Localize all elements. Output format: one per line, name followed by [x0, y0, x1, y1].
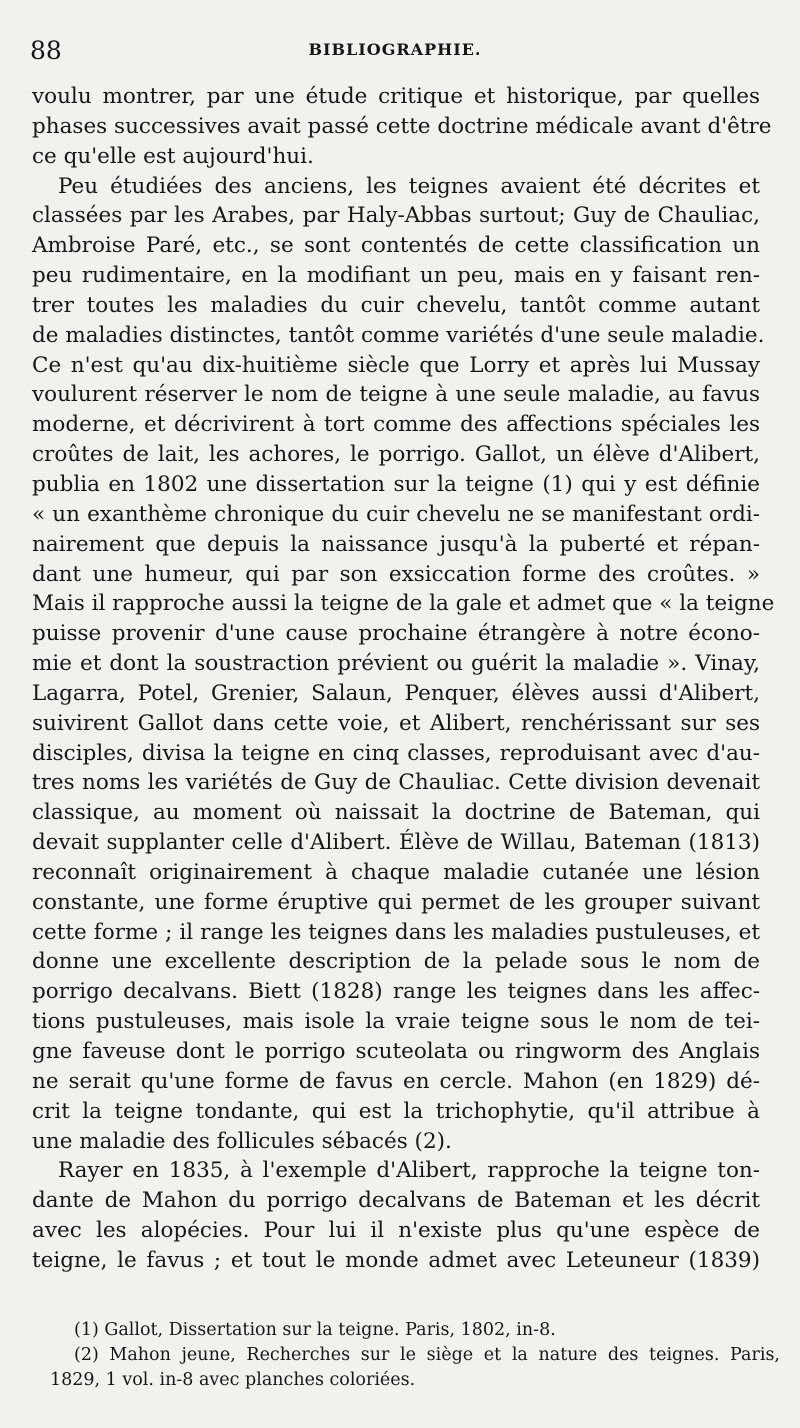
- text-line: Mais il rapproche aussi la teigne de la gale et admet que « la teigne: [32, 591, 775, 617]
- text-line: « un exanthème chronique du cuir chevelu ne se manifestant ordi-: [32, 501, 760, 527]
- text-line: cette forme ; il range les teignes dans les maladies pustuleuses, et: [32, 919, 760, 945]
- text-line: voulurent réserver le nom de teigne à une seule maladie, au favus: [32, 382, 760, 408]
- footnote-1: (1) Gallot, Dissertation sur la teigne. Paris, 1802, in-8.: [74, 1320, 556, 1340]
- text-line: publia en 1802 une dissertation sur la teigne (1) qui y est définie: [32, 471, 760, 497]
- text-line: suivirent Gallot dans cette voie, et Alibert, renchérissant sur ses: [32, 710, 760, 736]
- text-line: Ambroise Paré, etc., se sont contentés de cette classification un: [32, 233, 760, 259]
- text-line: dant une humeur, qui par son exsiccation forme des croûtes. »: [32, 561, 760, 587]
- text-line: voulu montrer, par une étude critique et historique, par quelles: [32, 84, 760, 109]
- running-head: BIBLIOGRAPHIE.: [308, 40, 482, 59]
- text-line: Lagarra, Potel, Grenier, Salaun, Penquer, élèves aussi d'Alibert,: [32, 680, 760, 706]
- text-line: crit la teigne tondante, qui est la trichophytie, qu'il attribue à: [32, 1098, 760, 1124]
- footnote-2: (2) Mahon jeune, Recherches sur le siège et la nature des teignes. Paris,: [74, 1345, 780, 1365]
- text-line: Rayer en 1835, à l'exemple d'Alibert, rapproche la teigne ton-: [58, 1158, 760, 1184]
- text-line: devait supplanter celle d'Alibert. Élève de Willau, Bateman (1813): [32, 830, 760, 856]
- text-line: porrigo decalvans. Biett (1828) range les teignes dans les affec-: [32, 979, 760, 1005]
- text-line: croûtes de lait, les achores, le porrigo. Gallot, un élève d'Alibert,: [32, 442, 760, 468]
- text-line: reconnaît originairement à chaque maladie cutanée une lésion: [32, 859, 760, 885]
- text-line: dante de Mahon du porrigo decalvans de Bateman et les décrit: [32, 1188, 760, 1214]
- text-line: Ce n'est qu'au dix-huitième siècle que Lorry et après lui Mussay: [32, 352, 760, 378]
- text-line: constante, une forme éruptive qui permet de les grouper suivant: [32, 889, 760, 915]
- footnotes: [50, 1318, 780, 1393]
- text-line: gne faveuse dont le porrigo scuteolata ou ringworm des Anglais: [32, 1039, 760, 1064]
- text-line: tres noms les variétés de Guy de Chauliac. Cette division devenait: [32, 770, 760, 796]
- text-line: classique, au moment où naissait la doctrine de Bateman, qui: [32, 800, 760, 826]
- text-line: moderne, et décrivirent à tort comme des affections spéciales les: [32, 412, 760, 438]
- text-line: une maladie des follicules sébacés (2).: [32, 1128, 452, 1154]
- text-line: peu rudimentaire, en la modifiant un peu, mais en y faisant ren-: [32, 263, 760, 289]
- text-line: nairement que depuis la naissance jusqu'à la puberté et répan-: [32, 531, 760, 557]
- paragraph: [32, 172, 775, 1157]
- text-line: phases successives avait passé cette doctrine médicale avant d'être: [32, 113, 772, 139]
- text-line: teigne, le favus ; et tout le monde admet avec Leteuneur (1839): [32, 1247, 760, 1273]
- page-header: [30, 36, 760, 70]
- text-line: avec les alopécies. Pour lui il n'existe plus qu'une espèce de: [32, 1218, 760, 1244]
- text-line: trer toutes les maladies du cuir chevelu, tantôt comme autant: [32, 292, 760, 318]
- body-text: [32, 82, 775, 1276]
- text-line: tions pustuleuses, mais isole la vraie teigne sous le nom de tei-: [32, 1009, 760, 1035]
- text-line: de maladies distinctes, tantôt comme variétés d'une seule maladie.: [32, 322, 765, 348]
- text-line: puisse provenir d'une cause prochaine étrangère à notre écono-: [32, 621, 760, 647]
- text-line: donne une excellente description de la pelade sous le nom de: [32, 949, 760, 975]
- text-line: Peu étudiées des anciens, les teignes avaient été décrites et: [58, 173, 760, 199]
- paragraph: [32, 1156, 760, 1275]
- text-line: classées par les Arabes, par Haly-Abbas surtout; Guy de Chauliac,: [32, 203, 760, 229]
- text-line: ne serait qu'une forme de favus en cercle. Mahon (en 1829) dé-: [32, 1068, 760, 1094]
- footnote-2-continued: 1829, 1 vol. in-8 avec planches coloriées.: [50, 1370, 416, 1390]
- page-number: 88: [30, 36, 62, 65]
- text-line: mie et dont la soustraction prévient ou guérit la maladie ». Vinay,: [32, 651, 760, 677]
- text-line: disciples, divisa la teigne en cinq classes, reproduisant avec d'au-: [32, 740, 760, 766]
- text-line: ce qu'elle est aujourd'hui.: [32, 143, 314, 169]
- paragraph: [32, 82, 772, 172]
